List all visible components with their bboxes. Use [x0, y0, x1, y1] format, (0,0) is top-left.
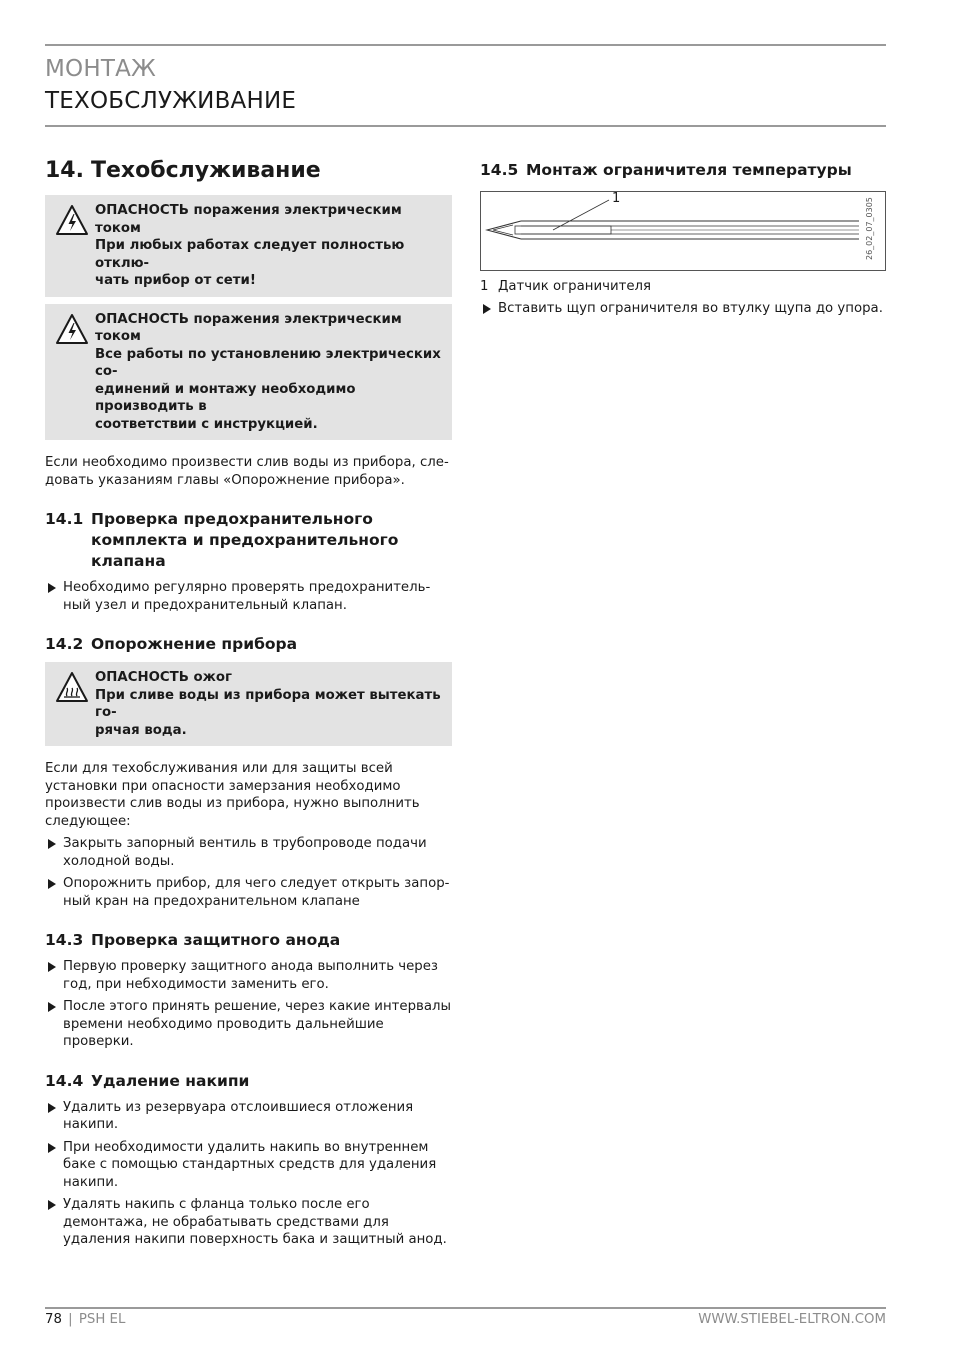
chapter-number: 14.: [45, 158, 84, 183]
bullet-list: [45, 958, 452, 1051]
header-section: МОНТАЖ: [45, 56, 157, 82]
section-heading-14-5: 14.5 Монтаж ограничителя температуры: [480, 161, 852, 179]
footer-left: [45, 1312, 125, 1327]
bullet-list: [480, 300, 886, 318]
section-heading-14-2: 14.2 Опорожнение прибора: [45, 635, 298, 653]
header-subsection: ТЕХОБСЛУЖИВАНИЕ: [45, 88, 297, 114]
warning-box: [45, 304, 452, 441]
section-paragraph: Если для техобслуживания или для защиты всей установки при опасности замерзания необходимо произвести слив воды из прибора, нужно выполнить следующее:: [45, 761, 420, 829]
left-column: [45, 158, 452, 1254]
section-heading-14-3: 14.3 Проверка защитного анода: [45, 931, 341, 949]
page-footer: [45, 1312, 886, 1327]
electric-shock-warning-icon: [49, 311, 95, 434]
warning-text: ОПАСНОСТЬ поражения электрическим током Все работы по установлению электрических со- единений и монтажу необходимо производить в соответствии с инструкцией.: [95, 311, 441, 432]
figure-code: 26_02_07_0305: [865, 197, 874, 260]
chapter-title: Техобслуживание: [91, 158, 321, 183]
list-item: После этого принять решение, через какие интервалы времени необходимо проводить дальнейшие проверки.: [45, 998, 452, 1051]
product-name: PSH EL: [78, 1312, 126, 1327]
header-bottom-rule: [45, 125, 886, 127]
warning-text: ОПАСНОСТЬ ожог При сливе воды из прибора может вытекать го- рячая вода.: [95, 670, 441, 738]
list-item: При необходимости удалить накипь во внутреннем баке с помощью стандартных средств для удаления накипи.: [45, 1139, 452, 1192]
list-item: Удалить из резервуара отслоившиеся отложения накипи.: [45, 1099, 452, 1134]
figure-caption: 1 Датчик ограничителя: [480, 279, 652, 294]
list-item: Опорожнить прибор, для чего следует открыть запорный кран на предохранительном клапане: [45, 875, 452, 910]
website-url: WWW.STIEBEL-ELTRON.COM: [698, 1312, 886, 1327]
electric-shock-warning-icon: [49, 202, 95, 290]
right-column: [480, 160, 886, 322]
warning-text: ОПАСНОСТЬ поражения электрическим током При любых работах следует полностью отклю- чать прибор от сети!: [95, 203, 405, 288]
list-item: Удалять накипь с фланца только после его демонтажа, не обрабатывать средствами для удаления накипи поверхность бака и защитный анод.: [45, 1196, 452, 1249]
figure-callout: 1: [612, 191, 621, 206]
bullet-list: [45, 1099, 452, 1249]
footer-rule: [45, 1307, 886, 1309]
page-number: 78: [45, 1312, 62, 1327]
warning-box: [45, 195, 452, 297]
bullet-list: [45, 835, 452, 910]
list-item: Закрыть запорный вентиль в трубопроводе подачи холодной воды.: [45, 835, 452, 870]
intro-paragraph: Если необходимо произвести слив воды из прибора, следовать указаниям главы «Опорожнение прибора».: [45, 455, 449, 488]
warning-box: [45, 662, 452, 746]
bullet-list: [45, 579, 452, 614]
header-top-rule: [45, 44, 886, 46]
hot-surface-warning-icon: [49, 669, 95, 739]
section-heading-14-4: 14.4 Удаление накипи: [45, 1071, 250, 1090]
list-item: Необходимо регулярно проверять предохранительный узел и предохранительный клапан.: [45, 579, 452, 614]
chapter-heading: [45, 158, 452, 183]
section-heading-14-1: 14.1 Проверка предохранительного комплекта и предохранительного клапана: [45, 510, 399, 570]
temperature-limiter-figure: [480, 191, 886, 271]
sensor-probe-drawing: [481, 192, 885, 270]
footer-separator: |: [68, 1312, 73, 1327]
list-item: Первую проверку защитного анода выполнить через год, при небходимости заменить его.: [45, 958, 452, 993]
list-item: Вставить щуп ограничителя во втулку щупа до упора.: [480, 300, 886, 318]
